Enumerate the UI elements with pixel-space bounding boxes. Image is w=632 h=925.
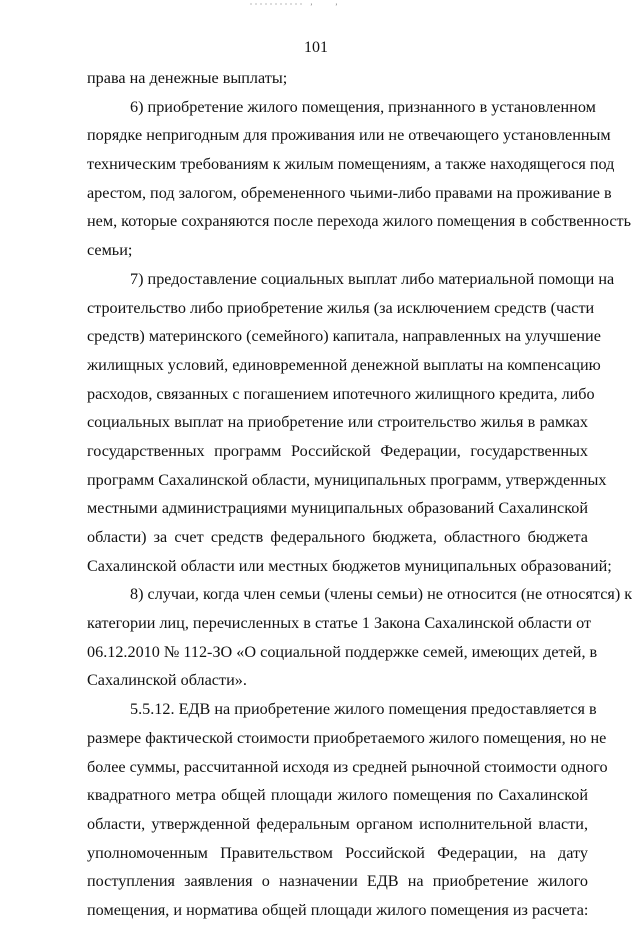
text-line: государственных программ Российской Федерации, государственных xyxy=(87,441,588,460)
text-line: 5.5.12. ЕДВ на приобретение жилого помещения предоставляется в xyxy=(130,700,597,719)
text-line: 06.12.2010 № 112-ЗО «О социальной поддержке семей, имеющих детей, в xyxy=(87,642,598,661)
text-line: области) за счет средств федерального бюджета, областного бюджета xyxy=(87,528,588,546)
text-line: области, утвержденной федеральным органом исполнительной власти, xyxy=(87,814,588,833)
text-line: техническим требованиям к жилым помещениям, а также находящегося под xyxy=(87,155,615,174)
text-line: категории лиц, перечисленных в статье 1 Закона Сахалинской области от xyxy=(87,614,592,633)
text-line: поступления заявления о назначении ЕДВ на приобретение жилого xyxy=(87,872,588,891)
document-body xyxy=(87,64,632,925)
text-line: уполномоченным Правительством Российской Федерации, на дату xyxy=(87,843,588,862)
text-line: более суммы, рассчитанной исходя из средней рыночной стоимости одного xyxy=(87,757,608,776)
svg-text:ʼ: ʼ xyxy=(310,2,313,11)
text-line: социальных выплат на приобретение или строительство жилья в рамках xyxy=(87,413,588,432)
text-line: Сахалинской области или местных бюджетов муниципальных образований; xyxy=(87,556,612,575)
scan-artifact-marks xyxy=(250,0,370,12)
text-line: строительство либо приобретение жилья (за исключением средств (части xyxy=(87,298,595,317)
text-line: программ Сахалинской области, муниципальных программ, утвержденных xyxy=(87,470,607,489)
text-line: местными администрациями муниципальных образований Сахалинской xyxy=(87,499,588,518)
text-line: размере фактической стоимости приобретаемого жилого помещения, но не xyxy=(87,728,607,747)
text-line: порядке непригодным для проживания или не отвечающего установленным xyxy=(87,126,611,145)
page-number: 101 xyxy=(304,39,328,56)
text-line: квадратного метра общей площади жилого помещения по Сахалинской xyxy=(87,786,588,805)
text-line: 6) приобретение жилого помещения, признанного в установленном xyxy=(130,97,596,116)
text-line: средств) материнского (семейного) капитала, направленных на улучшение xyxy=(87,327,601,346)
text-line: расходов, связанных с погашением ипотечного жилищного кредита, либо xyxy=(87,384,595,403)
svg-text:ʼ: ʼ xyxy=(335,2,338,11)
text-line: нем, которые сохраняются после перехода жилого помещения в собственность xyxy=(87,212,631,231)
text-line: права на денежные выплаты; xyxy=(87,69,288,87)
text-line: жилищных условий, единовременной денежной выплаты на компенсацию xyxy=(87,355,601,374)
text-line: 8) случаи, когда член семьи (члены семьи) не относится (не относятся) к xyxy=(130,585,632,604)
text-line: арестом, под залогом, обремененного чьими-либо правами на проживание в xyxy=(87,183,612,202)
text-line: 7) предоставление социальных выплат либо материальной помощи на xyxy=(130,269,615,288)
text-line: Сахалинской области». xyxy=(87,671,247,690)
text-line: помещения, и норматива общей площади жилого помещения из расчета: xyxy=(87,900,589,919)
text-line: семьи; xyxy=(87,241,133,260)
